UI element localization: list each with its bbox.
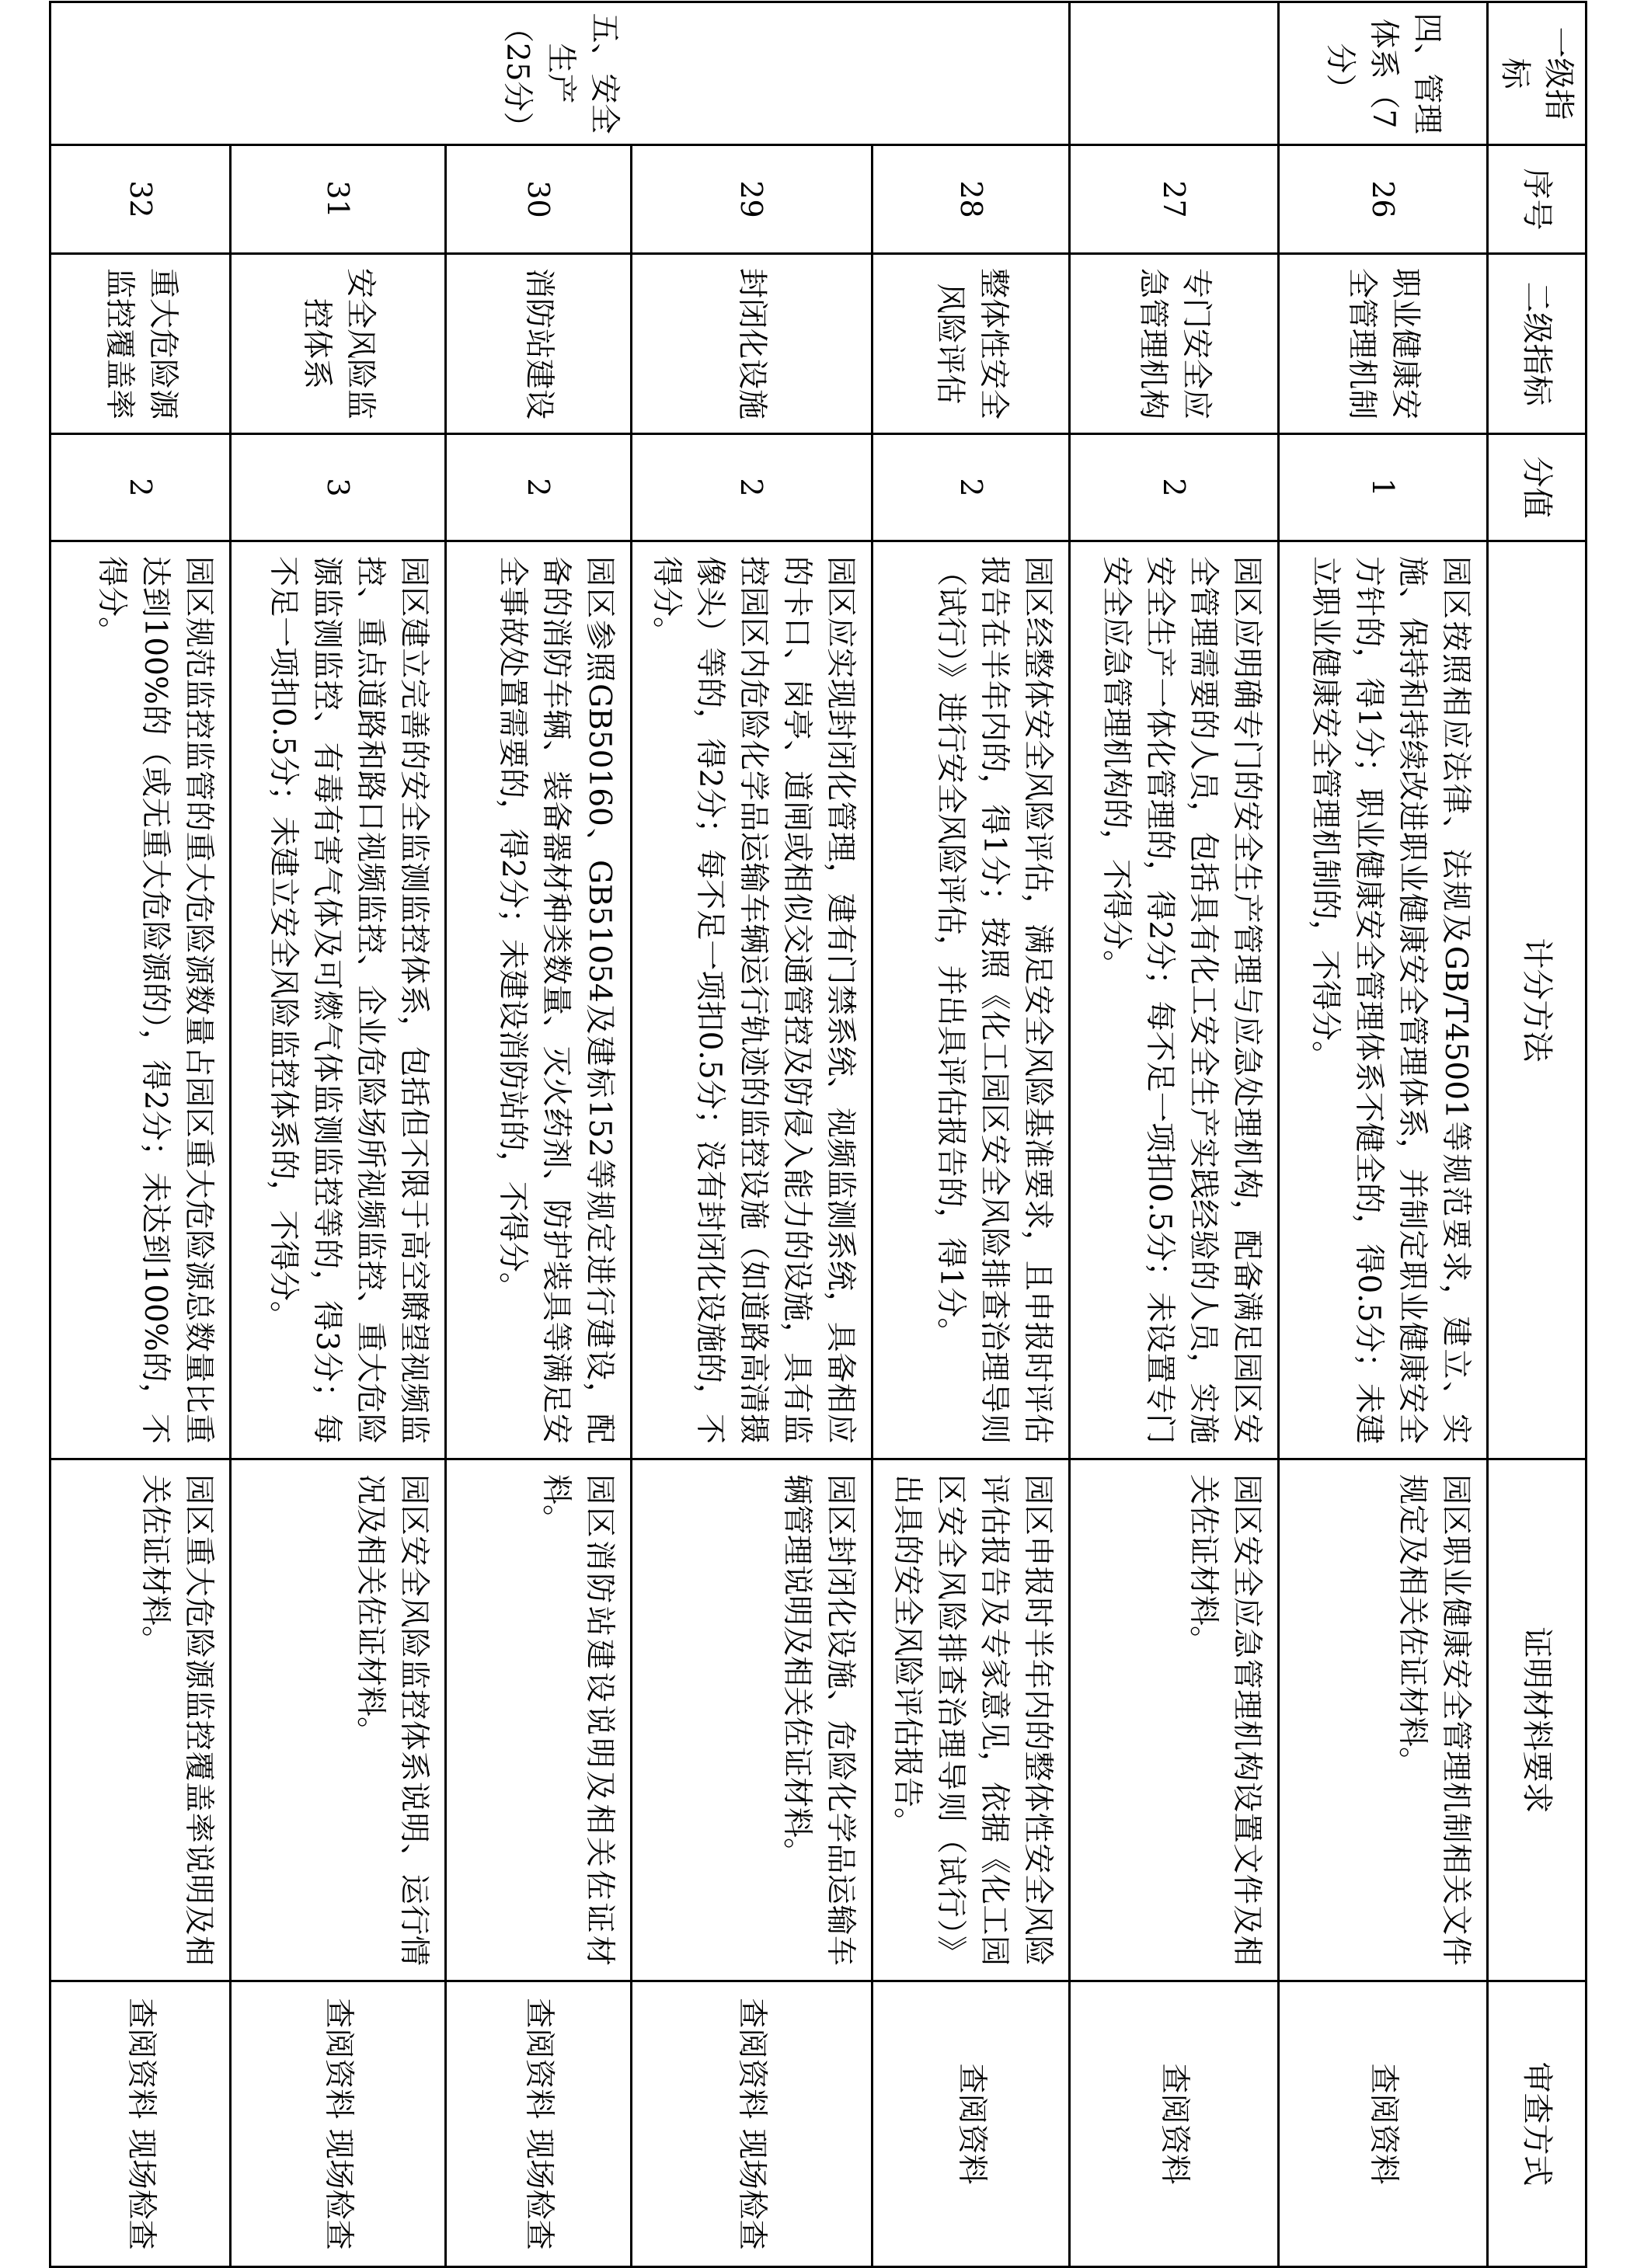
row-score: 3: [231, 434, 446, 541]
row-evidence: 园区安全应急管理机构设置文件及相关佐证材料。: [1070, 1459, 1279, 1981]
col-header-evidence: 证明材料要求: [1488, 1459, 1587, 1981]
table-row: [1279, 2, 1488, 2267]
row-seq: 30: [446, 145, 631, 254]
table-row: [51, 2, 231, 2267]
row-evidence: 园区安全风险监控体系说明、运行情况及相关佐证材料。: [231, 1459, 446, 1981]
table-row: [631, 2, 872, 2267]
row-score: 2: [51, 434, 231, 541]
table-row: [1070, 2, 1279, 2267]
row-method: 园区按照相应法律、法规及GB/T45001等规范要求，建立、实施、保持和持续改进职业健康安全管理体系，并制定职业健康安全方针的，得1分；职业健康安全管理体系不健全的，得0.5分；未建立职业健康安全管理机制的，不得分。: [1279, 541, 1488, 1459]
row-method: 园区应明确专门的安全生产管理与应急处理机构，配备满足园区安全管理需要的人员，包括具有化工安全生产实践经验的人员，实施安全生产一体化管理的，得2分；每不足一项扣0.5分；未设置专门安全应急管理机构的，不得分。: [1070, 541, 1279, 1459]
row-level2: 专门安全应急管理机构: [1070, 254, 1279, 434]
row-level2: 整体性安全风险评估: [872, 254, 1070, 434]
group-label-empty: [1070, 2, 1279, 145]
row-level2: 职业健康安全管理机制: [1279, 254, 1488, 434]
row-level2: 重大危险源监控覆盖率: [51, 254, 231, 434]
row-evidence: 园区重大危险源监控覆盖率说明及相关佐证材料。: [51, 1459, 231, 1981]
row-evidence: 园区申报时半年内的整体性安全风险评估报告及专家意见，依据《化工园区安全风险排查治理导则（试行）》出具的安全风险评估报告。: [872, 1459, 1070, 1981]
row-method: 园区建立完善的安全监测监控体系，包括但不限于高空瞭望视频监控、重点道路和路口视频监控、企业危险场所视频监控、重大危险源监测监控、有毒有害气体及可燃气体监测监控等的，得3分；每不足一项扣0.5分；未建立安全风险监控体系的，不得分。: [231, 541, 446, 1459]
row-method: 园区规范监控监管的重大危险源数量占园区重大危险源总数量比重达到100%的（或无重大危险源的），得2分；未达到100%的，不得分。: [51, 541, 231, 1459]
row-level2: 消防站建设: [446, 254, 631, 434]
row-level2: 封闭化设施: [631, 254, 872, 434]
row-method: 园区经整体安全风险评估，满足安全风险基准要求，且申报时评估报告在半年内的，得1分；按照《化工园区安全风险排查治理导则（试行）》进行安全风险评估，并出具评估报告的，得1分。: [872, 541, 1070, 1459]
col-header-level2: 二级指标: [1488, 254, 1587, 434]
col-header-method: 计分方法: [1488, 541, 1587, 1459]
header-row: [1488, 2, 1587, 2267]
row-level2: 安全风险监控体系: [231, 254, 446, 434]
row-review: 查阅资料: [1279, 1981, 1488, 2267]
table-row: [231, 2, 446, 2267]
row-seq: 26: [1279, 145, 1488, 254]
row-score: 1: [1279, 434, 1488, 541]
row-method: 园区应实现封闭化管理，建有门禁系统、视频监测系统，具备相应的卡口、岗亭、道闸或相似交通管控及防侵入能力的设施，具有监控园区内危险化学品运输车辆运行轨迹的监控设施（如道路高清摄像头）等的，得2分；每不足一项扣0.5分；没有封闭化设施的，不得分。: [631, 541, 872, 1459]
row-review: 查阅资料: [872, 1981, 1070, 2267]
group-label-5: 五、安全生产（25分）: [51, 2, 1071, 145]
row-score: 2: [872, 434, 1070, 541]
rotated-page: [49, 1, 1587, 2266]
row-evidence: 园区职业健康安全管理机制相关文件规定及相关佐证材料。: [1279, 1459, 1488, 1981]
row-seq: 32: [51, 145, 231, 254]
col-header-level1: 一级指标: [1488, 2, 1587, 145]
row-seq: 27: [1070, 145, 1279, 254]
row-review: 查阅资料 现场检查: [631, 1981, 872, 2267]
row-review: 查阅资料 现场检查: [51, 1981, 231, 2267]
col-header-seq: 序号: [1488, 145, 1587, 254]
group-label-4: 四、管理体系（7分）: [1279, 2, 1488, 145]
row-review: 查阅资料: [1070, 1981, 1279, 2267]
col-header-review: 审查方式: [1488, 1981, 1587, 2267]
row-seq: 31: [231, 145, 446, 254]
row-score: 2: [446, 434, 631, 541]
row-seq: 29: [631, 145, 872, 254]
table-row: [872, 2, 1070, 2267]
row-score: 2: [631, 434, 872, 541]
table-row: [446, 2, 631, 2267]
row-score: 2: [1070, 434, 1279, 541]
row-review: 查阅资料 现场检查: [231, 1981, 446, 2267]
row-evidence: 园区消防站建设说明及相关佐证材料。: [446, 1459, 631, 1981]
row-review: 查阅资料 现场检查: [446, 1981, 631, 2267]
scoring-table: [49, 1, 1587, 2268]
row-method: 园区参照GB50160、GB51054及建标152等规定进行建设，配备的消防车辆、装备器材种类数量、灭火药剂、防护装具等满足安全事故处置需要的，得2分；未建设消防站的，不得分。: [446, 541, 631, 1459]
row-evidence: 园区封闭化设施、危险化学品运输车辆管理说明及相关佐证材料。: [631, 1459, 872, 1981]
row-seq: 28: [872, 145, 1070, 254]
col-header-score: 分值: [1488, 434, 1587, 541]
